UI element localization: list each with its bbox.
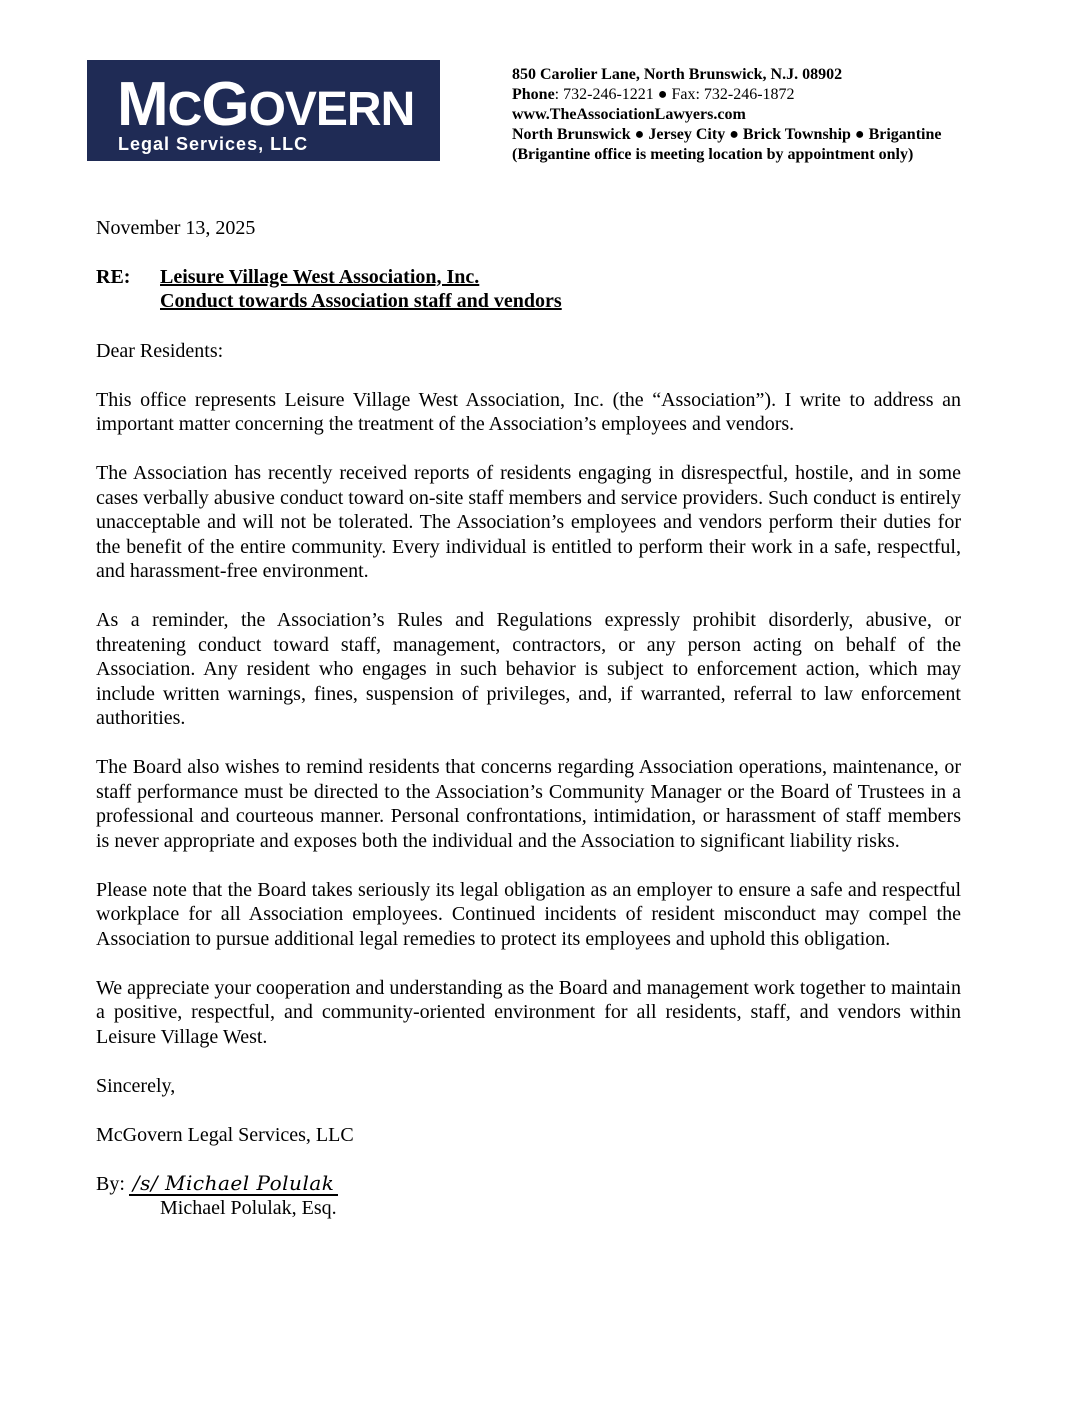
letter-date: November 13, 2025	[96, 217, 256, 239]
subject-association: Leisure Village West Association, Inc.	[160, 265, 480, 288]
logo-subtitle: Legal Services, LLC	[118, 134, 309, 154]
signature: /s/ Michael Polulak	[129, 1172, 338, 1196]
subject-lines	[160, 265, 562, 314]
letter-body	[96, 216, 961, 1221]
phone-fax	[512, 85, 941, 105]
paragraph: This office represents Leisure Village West Association, Inc. (the “Association”). I write to address an important matter concerning the treatment of the Association’s employees and vendors.	[96, 388, 961, 435]
firm-logo	[87, 60, 440, 161]
closing: Sincerely,	[96, 1074, 176, 1097]
logo-letter: OVERN	[248, 83, 415, 136]
paragraph: As a reminder, the Association’s Rules and Regulations expressly prohibit disorderly, abusive, or threatening conduct toward staff, management, contractors, or any person acting on behalf of the Association. Any resident who engages in such behavior is subject to enforcement action, which may include written warnings, fines, suspension of privileges, and, if warranted, referral to law enforcement authorities.	[96, 609, 961, 729]
firm-name: McGovern Legal Services, LLC	[96, 1123, 354, 1146]
signer-name: Michael Polulak, Esq.	[160, 1197, 337, 1219]
phone-label: Phone	[512, 86, 555, 103]
signature-line	[96, 1172, 961, 1197]
salutation: Dear Residents:	[96, 339, 224, 362]
paragraph: Please note that the Board takes seriously its legal obligation as an employer to ensure a safe and respectful workplace for all Association employees. Continued incidents of resident misconduct may compel the Association to pursue additional legal remedies to protect its employees and uphold this obligation.	[96, 878, 961, 950]
paragraph: The Board also wishes to remind residents that concerns regarding Association operations, maintenance, or staff performance must be directed to the Association’s Community Manager or the Board of Trustees in a professional and courteous manner. Personal confrontations, intimidation, or harassment of staff members is never appropriate and exposes both the individual and the Association to significant liability risks.	[96, 756, 961, 852]
paragraph: We appreciate your cooperation and understanding as the Board and management work together to maintain a positive, respectful, and community-oriented environment for all residents, staff, and vendors within Leisure Village West.	[96, 976, 961, 1048]
phone-fax-numbers: : 732-246-1221 ● Fax: 732-246-1872	[554, 86, 795, 103]
office-note: (Brigantine office is meeting location by appointment only)	[512, 146, 914, 163]
logo-letter: M	[117, 70, 168, 139]
logo-wordmark	[117, 70, 415, 139]
by-label: By:	[96, 1172, 125, 1195]
office-locations: North Brunswick ● Jersey City ● Brick Township ● Brigantine	[512, 126, 942, 143]
letterhead-contact	[512, 65, 941, 165]
website-link[interactable]: www.TheAssociationLawyers.com	[512, 106, 746, 123]
re-label: RE:	[96, 265, 131, 288]
address: 850 Carolier Lane, North Brunswick, N.J. 08902	[512, 66, 843, 83]
logo-letter: G	[201, 70, 249, 139]
subject-line	[96, 265, 961, 314]
logo-letter: C	[167, 83, 202, 136]
subject-topic: Conduct towards Association staff and vendors	[160, 290, 562, 312]
paragraph: The Association has recently received reports of residents engaging in disrespectful, hostile, and in some cases verbally abusive conduct toward on-site staff members and service providers. Such conduct is entirely unacceptable and will not be tolerated. The Association’s employees and vendors perform their duties for the benefit of the entire community. Every individual is entitled to perform their work in a safe, respectful, and harassment-free environment.	[96, 462, 961, 582]
